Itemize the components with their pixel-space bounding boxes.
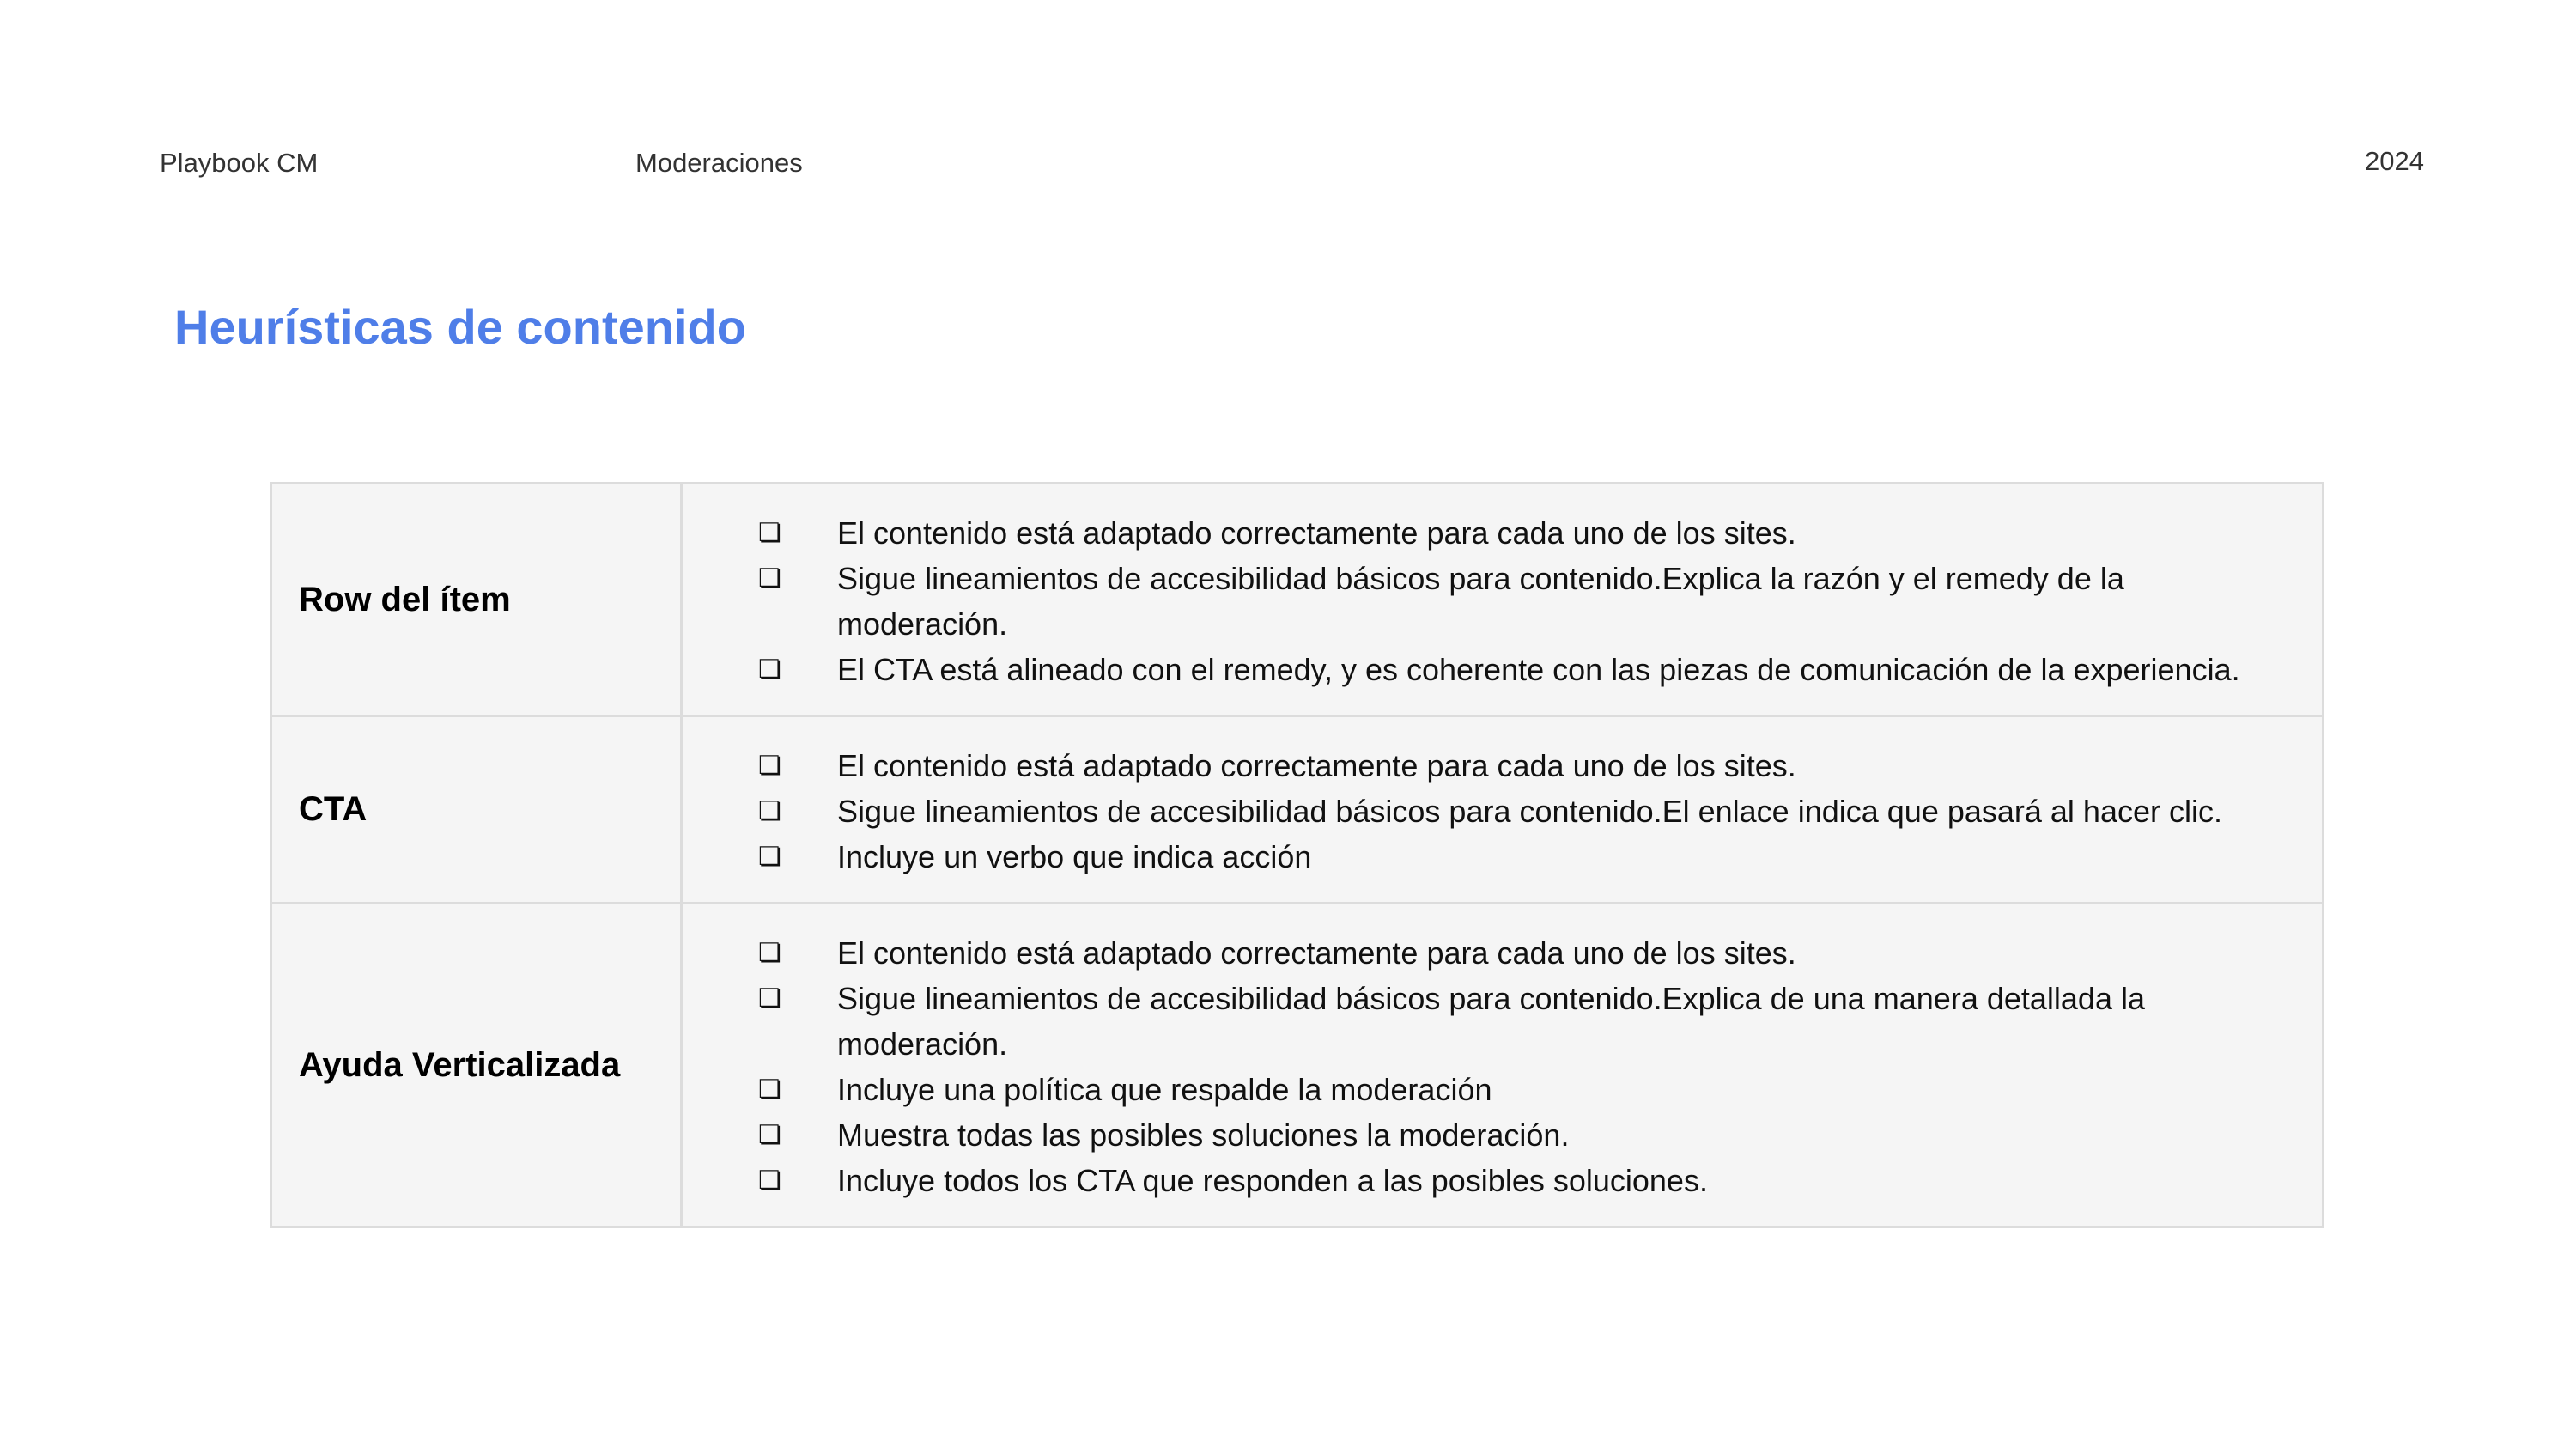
checklist xyxy=(683,904,2322,1226)
checklist-item xyxy=(683,743,2296,788)
checklist xyxy=(683,484,2322,715)
row-label: CTA xyxy=(272,717,683,902)
checkbox-icon: ❏ xyxy=(758,1120,781,1150)
checkbox-icon: ❏ xyxy=(758,751,781,781)
checklist-item-text: Sigue lineamientos de accesibilidad básicos para contenido.Explica de una manera detallada la moderación. xyxy=(837,981,2145,1062)
checklist-item xyxy=(683,1158,2296,1203)
checklist-item xyxy=(683,1067,2296,1112)
checklist-item-text: Incluye una política que respalde la moderación xyxy=(837,1072,1492,1107)
checkbox-icon: ❏ xyxy=(758,842,781,872)
row-label: Ayuda Verticalizada xyxy=(272,904,683,1226)
heuristics-table xyxy=(270,482,2324,1228)
checklist-item-text: Incluye un verbo que indica acción xyxy=(837,839,1312,874)
checkbox-icon: ❏ xyxy=(758,563,781,594)
checklist-item xyxy=(683,788,2296,834)
checklist-item-text: El contenido está adaptado correctamente para cada uno de los sites. xyxy=(837,748,1796,783)
checklist-item xyxy=(683,510,2296,556)
header-doc-name: Playbook CM xyxy=(160,148,319,178)
table-row xyxy=(272,484,2322,715)
checkbox-icon: ❏ xyxy=(758,983,781,1014)
checkbox-icon: ❏ xyxy=(758,518,781,548)
table-row xyxy=(272,902,2322,1226)
row-label: Row del ítem xyxy=(272,484,683,715)
page-title: Heurísticas de contenido xyxy=(174,300,746,354)
checklist xyxy=(683,717,2322,902)
checklist-item xyxy=(683,1112,2296,1158)
checklist-item xyxy=(683,930,2296,976)
checkbox-icon: ❏ xyxy=(758,1166,781,1196)
table-row xyxy=(272,715,2322,902)
checkbox-icon: ❏ xyxy=(758,796,781,826)
checklist-item-text: Incluye todos los CTA que responden a las posibles soluciones. xyxy=(837,1163,1708,1198)
checklist-item-text: El contenido está adaptado correctamente para cada uno de los sites. xyxy=(837,515,1796,551)
checklist-item xyxy=(683,834,2296,880)
checklist-item-text: Muestra todas las posibles soluciones la moderación. xyxy=(837,1117,1570,1153)
checkbox-icon: ❏ xyxy=(758,938,781,968)
header-section: Moderaciones xyxy=(635,148,803,178)
checklist-item-text: El CTA está alineado con el remedy, y es coherente con las piezas de comunicación de la experiencia. xyxy=(837,652,2240,687)
checklist-item xyxy=(683,647,2296,692)
checkbox-icon: ❏ xyxy=(758,654,781,685)
checklist-item-text: Sigue lineamientos de accesibilidad básicos para contenido.Explica la razón y el remedy de la moderación. xyxy=(837,561,2124,642)
checkbox-icon: ❏ xyxy=(758,1075,781,1105)
checklist-item xyxy=(683,556,2296,647)
header-year: 2024 xyxy=(2365,146,2424,176)
checklist-item xyxy=(683,976,2296,1067)
checklist-item-text: El contenido está adaptado correctamente para cada uno de los sites. xyxy=(837,935,1796,971)
checklist-item-text: Sigue lineamientos de accesibilidad básicos para contenido.El enlace indica que pasará al hacer clic. xyxy=(837,794,2222,829)
